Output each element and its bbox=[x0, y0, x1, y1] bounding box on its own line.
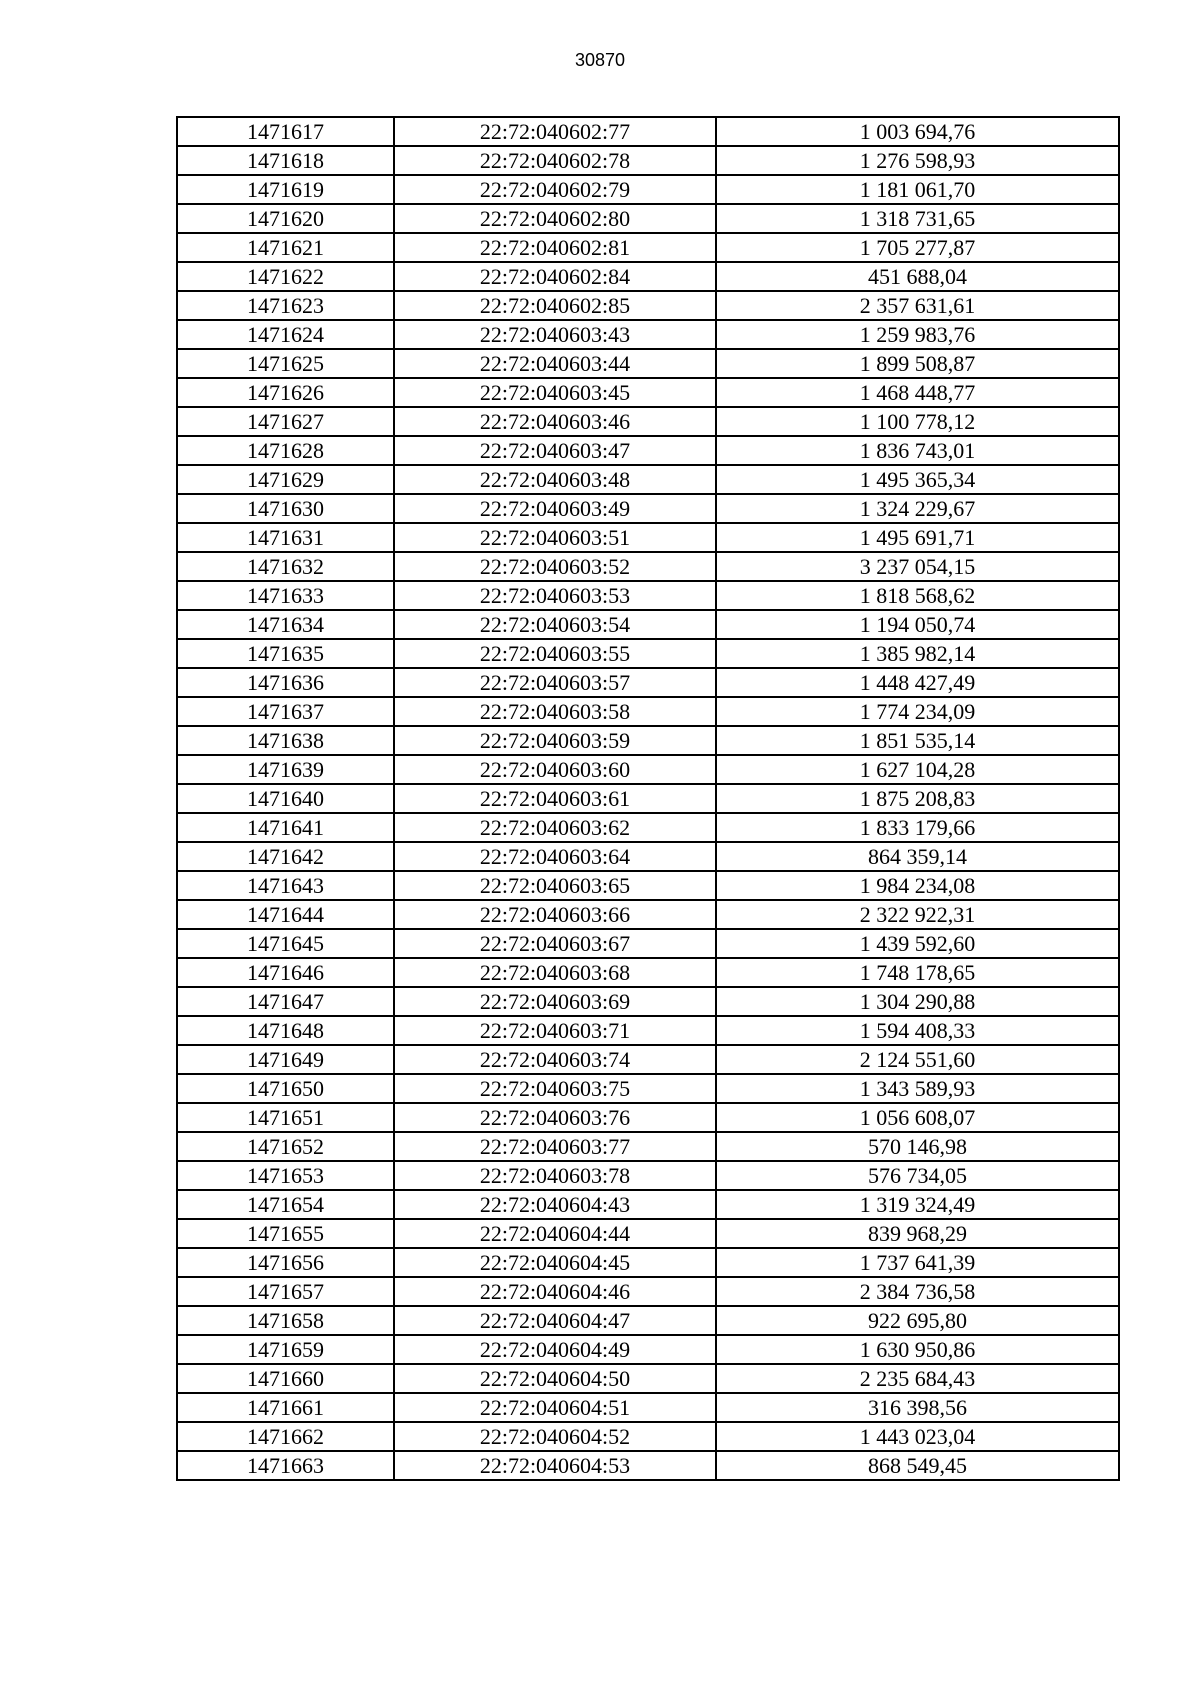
cadastral-value-cell: 2 124 551,60 bbox=[716, 1045, 1119, 1074]
row-id-cell: 1471628 bbox=[177, 436, 394, 465]
row-id-cell: 1471619 bbox=[177, 175, 394, 204]
row-id-cell: 1471634 bbox=[177, 610, 394, 639]
table-row bbox=[177, 639, 1119, 668]
cadastral-number-cell: 22:72:040604:45 bbox=[394, 1248, 716, 1277]
row-id-cell: 1471660 bbox=[177, 1364, 394, 1393]
row-id-cell: 1471632 bbox=[177, 552, 394, 581]
row-id-cell: 1471635 bbox=[177, 639, 394, 668]
table-row bbox=[177, 523, 1119, 552]
cadastral-number-cell: 22:72:040603:45 bbox=[394, 378, 716, 407]
row-id-cell: 1471625 bbox=[177, 349, 394, 378]
page-number: 30870 bbox=[574, 50, 626, 70]
cadastral-value-cell: 1 385 982,14 bbox=[716, 639, 1119, 668]
cadastral-value-cell: 868 549,45 bbox=[716, 1451, 1119, 1480]
row-id-cell: 1471638 bbox=[177, 726, 394, 755]
cadastral-number-cell: 22:72:040602:85 bbox=[394, 291, 716, 320]
cadastral-number-cell: 22:72:040603:74 bbox=[394, 1045, 716, 1074]
cadastral-value-cell: 1 318 731,65 bbox=[716, 204, 1119, 233]
table-row bbox=[177, 378, 1119, 407]
table-row bbox=[177, 1451, 1119, 1480]
row-id-cell: 1471653 bbox=[177, 1161, 394, 1190]
row-id-cell: 1471639 bbox=[177, 755, 394, 784]
row-id-cell: 1471646 bbox=[177, 958, 394, 987]
cadastral-number-cell: 22:72:040604:53 bbox=[394, 1451, 716, 1480]
cadastral-number-cell: 22:72:040603:47 bbox=[394, 436, 716, 465]
table-row bbox=[177, 262, 1119, 291]
row-id-cell: 1471630 bbox=[177, 494, 394, 523]
cadastral-value-cell: 1 194 050,74 bbox=[716, 610, 1119, 639]
table-row bbox=[177, 1219, 1119, 1248]
table-row bbox=[177, 581, 1119, 610]
cadastral-value-cell: 1 748 178,65 bbox=[716, 958, 1119, 987]
row-id-cell: 1471641 bbox=[177, 813, 394, 842]
cadastral-value-cell: 570 146,98 bbox=[716, 1132, 1119, 1161]
table-body bbox=[177, 117, 1119, 1480]
cadastral-number-cell: 22:72:040603:55 bbox=[394, 639, 716, 668]
cadastral-number-cell: 22:72:040603:71 bbox=[394, 1016, 716, 1045]
table-row bbox=[177, 987, 1119, 1016]
cadastral-value-cell: 1 875 208,83 bbox=[716, 784, 1119, 813]
table-row bbox=[177, 726, 1119, 755]
row-id-cell: 1471645 bbox=[177, 929, 394, 958]
row-id-cell: 1471648 bbox=[177, 1016, 394, 1045]
table-row bbox=[177, 465, 1119, 494]
row-id-cell: 1471637 bbox=[177, 697, 394, 726]
cadastral-value-cell: 1 705 277,87 bbox=[716, 233, 1119, 262]
row-id-cell: 1471662 bbox=[177, 1422, 394, 1451]
cadastral-value-cell: 1 003 694,76 bbox=[716, 117, 1119, 146]
cadastral-value-cell: 1 181 061,70 bbox=[716, 175, 1119, 204]
row-id-cell: 1471650 bbox=[177, 1074, 394, 1103]
table-row bbox=[177, 494, 1119, 523]
table-row bbox=[177, 291, 1119, 320]
row-id-cell: 1471620 bbox=[177, 204, 394, 233]
row-id-cell: 1471654 bbox=[177, 1190, 394, 1219]
cadastral-number-cell: 22:72:040603:77 bbox=[394, 1132, 716, 1161]
cadastral-value-cell: 864 359,14 bbox=[716, 842, 1119, 871]
cadastral-value-cell: 1 343 589,93 bbox=[716, 1074, 1119, 1103]
row-id-cell: 1471647 bbox=[177, 987, 394, 1016]
table-row bbox=[177, 697, 1119, 726]
cadastral-value-cell: 839 968,29 bbox=[716, 1219, 1119, 1248]
cadastral-value-cell: 922 695,80 bbox=[716, 1306, 1119, 1335]
table-row bbox=[177, 871, 1119, 900]
row-id-cell: 1471655 bbox=[177, 1219, 394, 1248]
cadastral-number-cell: 22:72:040603:78 bbox=[394, 1161, 716, 1190]
table-row bbox=[177, 407, 1119, 436]
cadastral-number-cell: 22:72:040604:52 bbox=[394, 1422, 716, 1451]
table-row bbox=[177, 842, 1119, 871]
cadastral-number-cell: 22:72:040603:62 bbox=[394, 813, 716, 842]
row-id-cell: 1471657 bbox=[177, 1277, 394, 1306]
cadastral-value-cell: 1 627 104,28 bbox=[716, 755, 1119, 784]
table-row bbox=[177, 1016, 1119, 1045]
table-row bbox=[177, 1422, 1119, 1451]
cadastral-number-cell: 22:72:040603:59 bbox=[394, 726, 716, 755]
cadastral-value-cell: 1 259 983,76 bbox=[716, 320, 1119, 349]
cadastral-number-cell: 22:72:040603:53 bbox=[394, 581, 716, 610]
row-id-cell: 1471623 bbox=[177, 291, 394, 320]
row-id-cell: 1471656 bbox=[177, 1248, 394, 1277]
cadastral-value-cell: 1 851 535,14 bbox=[716, 726, 1119, 755]
table-row bbox=[177, 929, 1119, 958]
cadastral-number-cell: 22:72:040603:58 bbox=[394, 697, 716, 726]
cadastral-number-cell: 22:72:040602:79 bbox=[394, 175, 716, 204]
cadastral-value-cell: 576 734,05 bbox=[716, 1161, 1119, 1190]
row-id-cell: 1471663 bbox=[177, 1451, 394, 1480]
row-id-cell: 1471633 bbox=[177, 581, 394, 610]
row-id-cell: 1471644 bbox=[177, 900, 394, 929]
cadastral-value-cell: 1 984 234,08 bbox=[716, 871, 1119, 900]
cadastral-number-cell: 22:72:040604:51 bbox=[394, 1393, 716, 1422]
cadastral-number-cell: 22:72:040603:52 bbox=[394, 552, 716, 581]
table-row bbox=[177, 1393, 1119, 1422]
cadastral-value-cell: 1 495 691,71 bbox=[716, 523, 1119, 552]
cadastral-number-cell: 22:72:040603:76 bbox=[394, 1103, 716, 1132]
row-id-cell: 1471622 bbox=[177, 262, 394, 291]
cadastral-value-cell: 1 774 234,09 bbox=[716, 697, 1119, 726]
table-row bbox=[177, 813, 1119, 842]
row-id-cell: 1471631 bbox=[177, 523, 394, 552]
table-row bbox=[177, 552, 1119, 581]
cadastral-value-cell: 1 495 365,34 bbox=[716, 465, 1119, 494]
cadastral-number-cell: 22:72:040603:54 bbox=[394, 610, 716, 639]
row-id-cell: 1471640 bbox=[177, 784, 394, 813]
cadastral-number-cell: 22:72:040604:44 bbox=[394, 1219, 716, 1248]
table-row bbox=[177, 175, 1119, 204]
table-row bbox=[177, 755, 1119, 784]
cadastral-number-cell: 22:72:040603:46 bbox=[394, 407, 716, 436]
cadastral-value-cell: 3 237 054,15 bbox=[716, 552, 1119, 581]
cadastral-value-cell: 1 324 229,67 bbox=[716, 494, 1119, 523]
row-id-cell: 1471643 bbox=[177, 871, 394, 900]
cadastral-value-cell: 316 398,56 bbox=[716, 1393, 1119, 1422]
cadastral-number-cell: 22:72:040603:51 bbox=[394, 523, 716, 552]
table-row bbox=[177, 1335, 1119, 1364]
cadastral-value-cell: 1 319 324,49 bbox=[716, 1190, 1119, 1219]
cadastral-number-cell: 22:72:040603:43 bbox=[394, 320, 716, 349]
cadastral-number-cell: 22:72:040602:77 bbox=[394, 117, 716, 146]
cadastral-number-cell: 22:72:040603:67 bbox=[394, 929, 716, 958]
table-row bbox=[177, 668, 1119, 697]
table-row bbox=[177, 1190, 1119, 1219]
table-row bbox=[177, 117, 1119, 146]
cadastral-value-cell: 1 468 448,77 bbox=[716, 378, 1119, 407]
row-id-cell: 1471649 bbox=[177, 1045, 394, 1074]
row-id-cell: 1471627 bbox=[177, 407, 394, 436]
cadastral-value-cell: 1 737 641,39 bbox=[716, 1248, 1119, 1277]
table-row bbox=[177, 320, 1119, 349]
cadastral-value-cell: 1 443 023,04 bbox=[716, 1422, 1119, 1451]
row-id-cell: 1471626 bbox=[177, 378, 394, 407]
cadastral-value-cell: 1 818 568,62 bbox=[716, 581, 1119, 610]
cadastral-value-cell: 2 322 922,31 bbox=[716, 900, 1119, 929]
cadastral-number-cell: 22:72:040604:43 bbox=[394, 1190, 716, 1219]
cadastral-number-cell: 22:72:040604:46 bbox=[394, 1277, 716, 1306]
row-id-cell: 1471624 bbox=[177, 320, 394, 349]
cadastral-number-cell: 22:72:040603:57 bbox=[394, 668, 716, 697]
table-row bbox=[177, 1132, 1119, 1161]
cadastral-value-cell: 2 384 736,58 bbox=[716, 1277, 1119, 1306]
cadastral-value-cell: 1 276 598,93 bbox=[716, 146, 1119, 175]
row-id-cell: 1471621 bbox=[177, 233, 394, 262]
table-row bbox=[177, 436, 1119, 465]
row-id-cell: 1471617 bbox=[177, 117, 394, 146]
table-row bbox=[177, 146, 1119, 175]
cadastral-value-cell: 1 100 778,12 bbox=[716, 407, 1119, 436]
cadastral-number-cell: 22:72:040602:81 bbox=[394, 233, 716, 262]
table-row bbox=[177, 233, 1119, 262]
cadastral-number-cell: 22:72:040603:66 bbox=[394, 900, 716, 929]
row-id-cell: 1471658 bbox=[177, 1306, 394, 1335]
row-id-cell: 1471636 bbox=[177, 668, 394, 697]
cadastral-number-cell: 22:72:040603:65 bbox=[394, 871, 716, 900]
cadastral-number-cell: 22:72:040603:64 bbox=[394, 842, 716, 871]
cadastral-value-cell: 1 594 408,33 bbox=[716, 1016, 1119, 1045]
cadastral-value-cell: 1 304 290,88 bbox=[716, 987, 1119, 1016]
cadastral-number-cell: 22:72:040603:48 bbox=[394, 465, 716, 494]
cadastral-number-cell: 22:72:040603:44 bbox=[394, 349, 716, 378]
cadastral-value-cell: 1 836 743,01 bbox=[716, 436, 1119, 465]
table-row bbox=[177, 1277, 1119, 1306]
row-id-cell: 1471618 bbox=[177, 146, 394, 175]
cadastral-value-cell: 1 833 179,66 bbox=[716, 813, 1119, 842]
cadastral-value-cell: 451 688,04 bbox=[716, 262, 1119, 291]
row-id-cell: 1471661 bbox=[177, 1393, 394, 1422]
row-id-cell: 1471642 bbox=[177, 842, 394, 871]
row-id-cell: 1471659 bbox=[177, 1335, 394, 1364]
table-row bbox=[177, 610, 1119, 639]
table-row bbox=[177, 1306, 1119, 1335]
row-id-cell: 1471629 bbox=[177, 465, 394, 494]
cadastral-value-cell: 1 899 508,87 bbox=[716, 349, 1119, 378]
cadastral-number-cell: 22:72:040603:68 bbox=[394, 958, 716, 987]
cadastral-number-cell: 22:72:040603:60 bbox=[394, 755, 716, 784]
table-row bbox=[177, 1248, 1119, 1277]
table-row bbox=[177, 784, 1119, 813]
row-id-cell: 1471651 bbox=[177, 1103, 394, 1132]
table-row bbox=[177, 1161, 1119, 1190]
table-row bbox=[177, 1103, 1119, 1132]
table-row bbox=[177, 1045, 1119, 1074]
table-row bbox=[177, 900, 1119, 929]
cadastral-number-cell: 22:72:040604:50 bbox=[394, 1364, 716, 1393]
cadastral-value-cell: 1 056 608,07 bbox=[716, 1103, 1119, 1132]
cadastral-value-cell: 1 439 592,60 bbox=[716, 929, 1119, 958]
table-row bbox=[177, 349, 1119, 378]
table-row bbox=[177, 1074, 1119, 1103]
cadastral-number-cell: 22:72:040603:75 bbox=[394, 1074, 716, 1103]
table-row bbox=[177, 1364, 1119, 1393]
cadastral-value-cell: 2 357 631,61 bbox=[716, 291, 1119, 320]
cadastral-value-cell: 1 630 950,86 bbox=[716, 1335, 1119, 1364]
cadastral-value-cell: 2 235 684,43 bbox=[716, 1364, 1119, 1393]
cadastral-value-table bbox=[176, 116, 1120, 1481]
cadastral-number-cell: 22:72:040603:61 bbox=[394, 784, 716, 813]
cadastral-number-cell: 22:72:040604:47 bbox=[394, 1306, 716, 1335]
cadastral-number-cell: 22:72:040603:69 bbox=[394, 987, 716, 1016]
cadastral-number-cell: 22:72:040604:49 bbox=[394, 1335, 716, 1364]
cadastral-number-cell: 22:72:040602:84 bbox=[394, 262, 716, 291]
table-row bbox=[177, 204, 1119, 233]
table-row bbox=[177, 958, 1119, 987]
cadastral-value-cell: 1 448 427,49 bbox=[716, 668, 1119, 697]
cadastral-number-cell: 22:72:040602:80 bbox=[394, 204, 716, 233]
cadastral-number-cell: 22:72:040602:78 bbox=[394, 146, 716, 175]
row-id-cell: 1471652 bbox=[177, 1132, 394, 1161]
cadastral-number-cell: 22:72:040603:49 bbox=[394, 494, 716, 523]
